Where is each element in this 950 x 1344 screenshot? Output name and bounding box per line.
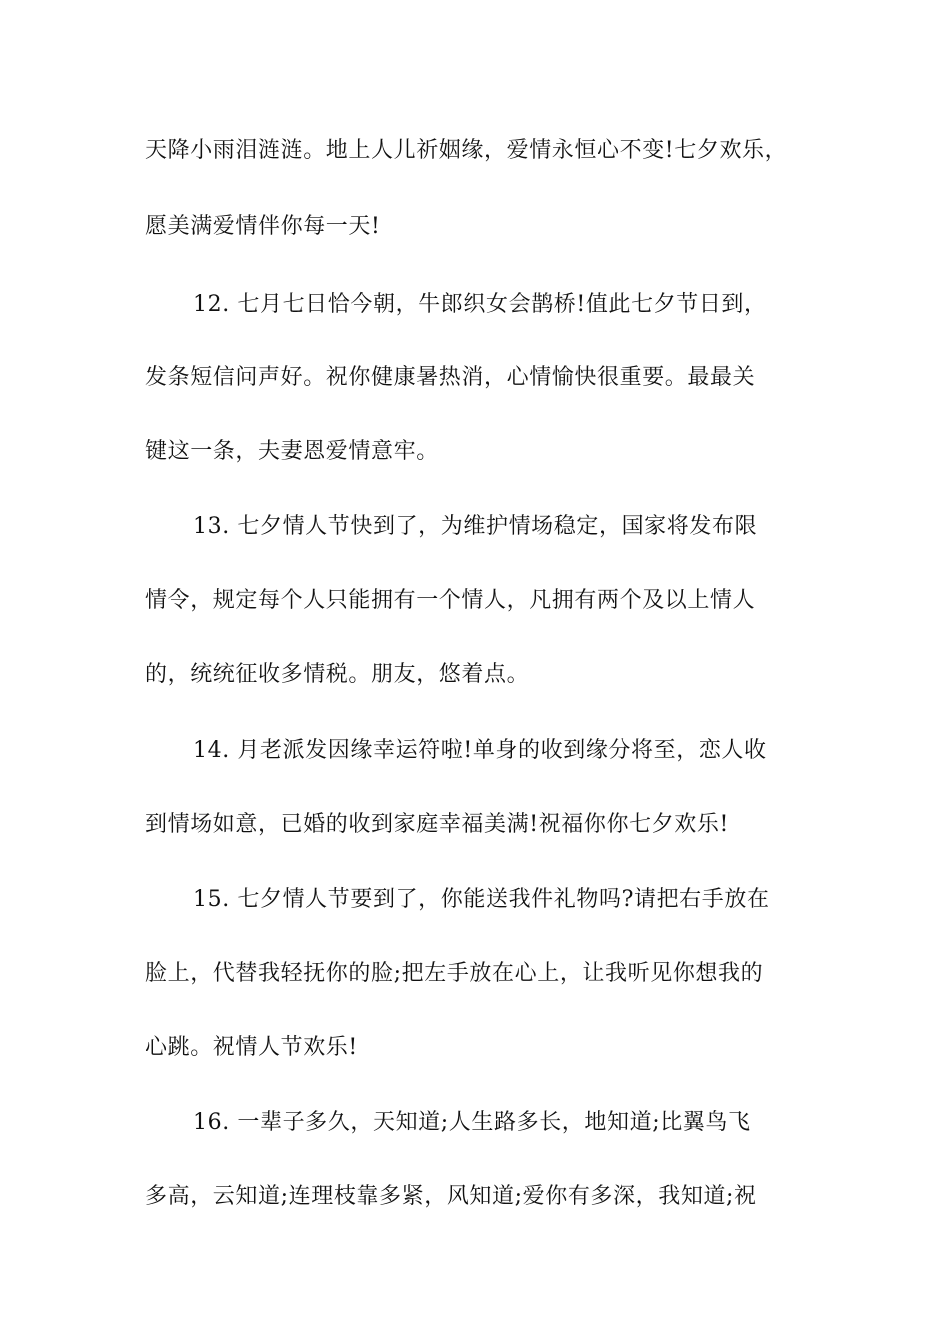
paragraph-14-line-1: 14. 月老派发因缘幸运符啦!单身的收到缘分将至，恋人收: [193, 738, 767, 763]
paragraph-16-line-2: 多高，云知道;连理枝靠多紧，风知道;爱你有多深，我知道;祝: [145, 1184, 757, 1209]
text-line-2: 愿美满爱情伴你每一天!: [145, 214, 381, 239]
paragraph-12-line-3: 键这一条，夫妻恩爱情意牢。: [145, 439, 439, 464]
paragraph-13-line-3: 的，统统征收多情税。朋友，悠着点。: [145, 662, 530, 687]
paragraph-15-line-1: 15. 七夕情人节要到了，你能送我件礼物吗?请把右手放在: [193, 887, 770, 912]
text-line-1: 天降小雨泪涟涟。地上人儿祈姻缘，爱情永恒心不变!七夕欢乐，: [145, 138, 788, 163]
paragraph-12-line-2: 发条短信问声好。祝你健康暑热消，心情愉快很重要。最最关: [145, 365, 756, 390]
paragraph-14-line-2: 到情场如意，已婚的收到家庭幸福美满!祝福你你七夕欢乐!: [145, 812, 729, 837]
paragraph-13-line-1: 13. 七夕情人节快到了，为维护情场稳定，国家将发布限: [193, 514, 758, 539]
paragraph-15-line-3: 心跳。祝情人节欢乐!: [145, 1035, 358, 1060]
paragraph-16-line-1: 16. 一辈子多久，天知道;人生路多长，地知道;比翼鸟飞: [193, 1110, 751, 1135]
paragraph-12-line-1: 12. 七月七日恰今朝，牛郎织女会鹊桥!值此七夕节日到，: [193, 292, 767, 317]
paragraph-13-line-2: 情令，规定每个人只能拥有一个情人，凡拥有两个及以上情人: [145, 588, 756, 613]
paragraph-15-line-2: 脸上，代替我轻抚你的脸;把左手放在心上，让我听见你想我的: [145, 961, 764, 986]
